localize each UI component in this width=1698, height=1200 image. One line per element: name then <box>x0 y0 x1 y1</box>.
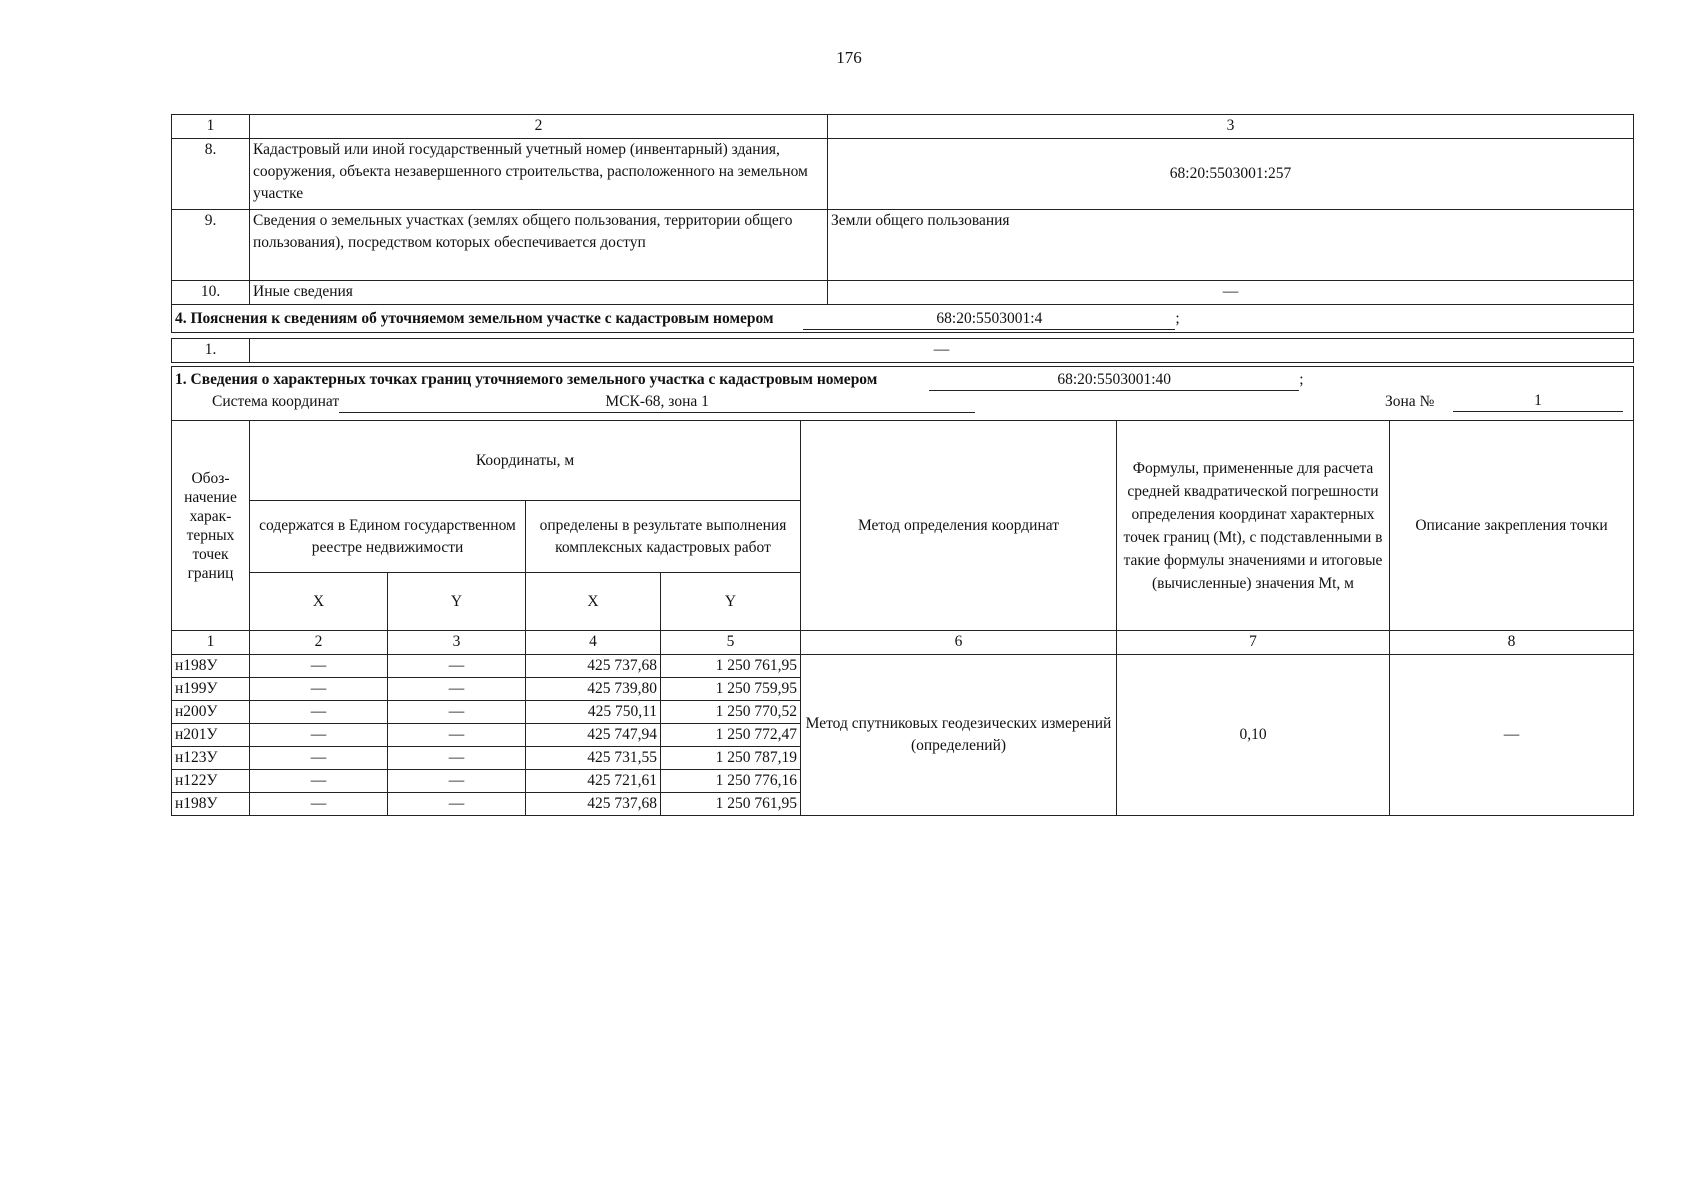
section4-title: 4. Пояснения к сведениям об уточняемом земельном участке с кадастровым номером <box>175 309 774 327</box>
point-name: н201У <box>172 724 250 747</box>
point-name: н198У <box>172 793 250 816</box>
point-name: н199У <box>172 678 250 701</box>
table-row <box>172 339 1634 363</box>
row-label: Сведения о земельных участках (землях общего пользования, территории общего пользования), посредством которых обеспечивается доступ <box>250 210 828 281</box>
x-header: X <box>526 573 661 631</box>
column-number: 1 <box>172 631 250 655</box>
y-header: Y <box>661 573 801 631</box>
complex-x: 425 750,11 <box>526 701 661 724</box>
section1-title: 1. Сведения о характерных точках границ уточняемого земельного участка с кадастровым номером <box>175 371 878 388</box>
method-value: Метод спутниковых геодезических измерений (определений) <box>801 655 1117 816</box>
table-row <box>172 139 1634 210</box>
complex-x: 425 721,61 <box>526 770 661 793</box>
section4-title-row <box>172 305 1634 333</box>
header-cell: 3 <box>828 115 1634 139</box>
egrn-x: — <box>250 793 388 816</box>
point-name: н200У <box>172 701 250 724</box>
complex-y: 1 250 759,95 <box>661 678 801 701</box>
egrn-y: — <box>388 770 526 793</box>
point-name: н198У <box>172 655 250 678</box>
row-value: 68:20:5503001:257 <box>828 139 1634 210</box>
section4-suffix: ; <box>1175 309 1180 327</box>
y-header: Y <box>388 573 526 631</box>
column-number: 3 <box>388 631 526 655</box>
row-value: — <box>250 339 1634 363</box>
egrn-x: — <box>250 678 388 701</box>
column-number: 2 <box>250 631 388 655</box>
coord-system-value: МСК-68, зона 1 <box>339 392 975 413</box>
complex-y: 1 250 776,16 <box>661 770 801 793</box>
row-number: 9. <box>172 210 250 281</box>
row-number: 1. <box>172 339 250 363</box>
column-number: 6 <box>801 631 1117 655</box>
row-label: Иные сведения <box>250 281 828 305</box>
header-cell: 1 <box>172 115 250 139</box>
column-numbers-row <box>172 631 1634 655</box>
section4-title-cell <box>172 305 1634 333</box>
egrn-y: — <box>388 793 526 816</box>
formulas-header: Формулы, примененные для расчета средней квадратической погрешности определения координат характерных точек границ (Mt), с подставленными в такие формулы значениями и итоговые (вычисленные) значения Mt, м <box>1117 421 1390 631</box>
point-name: н123У <box>172 747 250 770</box>
mt-value: 0,10 <box>1117 655 1390 816</box>
egrn-header: содержатся в Едином государственном реестре недвижимости <box>250 501 526 573</box>
coords-header: Координаты, м <box>250 421 801 501</box>
method-header: Метод определения координат <box>801 421 1117 631</box>
egrn-y: — <box>388 655 526 678</box>
egrn-x: — <box>250 655 388 678</box>
row-value: Земли общего пользования <box>828 210 1634 281</box>
complex-x: 425 737,68 <box>526 655 661 678</box>
complex-header: определены в результате выполнения комплексных кадастровых работ <box>526 501 801 573</box>
zone-value: 1 <box>1453 391 1623 412</box>
column-number: 5 <box>661 631 801 655</box>
header-cell: 2 <box>250 115 828 139</box>
egrn-y: — <box>388 678 526 701</box>
description-header: Описание закрепления точки <box>1390 421 1634 631</box>
complex-x: 425 739,80 <box>526 678 661 701</box>
complex-x: 425 747,94 <box>526 724 661 747</box>
description-value: — <box>1390 655 1634 816</box>
section1-suffix: ; <box>1299 371 1304 388</box>
table-row <box>172 210 1634 281</box>
table-row <box>172 655 1634 678</box>
coord-system-label: Система координат <box>212 393 340 410</box>
row-number: 8. <box>172 139 250 210</box>
column-number: 4 <box>526 631 661 655</box>
complex-y: 1 250 770,52 <box>661 701 801 724</box>
egrn-y: — <box>388 747 526 770</box>
table-row <box>172 281 1634 305</box>
complex-y: 1 250 761,95 <box>661 655 801 678</box>
section4-cadastral-number: 68:20:5503001:4 <box>803 309 1175 330</box>
attributes-table <box>171 114 1634 333</box>
egrn-y: — <box>388 724 526 747</box>
header-row <box>172 421 1634 501</box>
egrn-x: — <box>250 724 388 747</box>
complex-y: 1 250 787,19 <box>661 747 801 770</box>
section1-cadastral-number: 68:20:5503001:40 <box>929 370 1299 391</box>
egrn-y: — <box>388 701 526 724</box>
complex-y: 1 250 772,47 <box>661 724 801 747</box>
row-value: — <box>828 281 1634 305</box>
complex-x: 425 737,68 <box>526 793 661 816</box>
section1-title-cell <box>172 367 1634 421</box>
complex-x: 425 731,55 <box>526 747 661 770</box>
header-row <box>172 115 1634 139</box>
egrn-x: — <box>250 747 388 770</box>
zone-label: Зона № <box>1385 393 1435 410</box>
section4-table <box>171 338 1634 363</box>
column-number: 8 <box>1390 631 1634 655</box>
x-header: X <box>250 573 388 631</box>
page-number: 176 <box>836 48 862 67</box>
point-header: Обоз-начение харак-терных точек границ <box>172 421 250 631</box>
row-number: 10. <box>172 281 250 305</box>
points-table <box>171 366 1634 816</box>
point-name: н122У <box>172 770 250 793</box>
complex-y: 1 250 761,95 <box>661 793 801 816</box>
section1-title-row <box>172 367 1634 421</box>
column-number: 7 <box>1117 631 1390 655</box>
row-label: Кадастровый или иной государственный учетный номер (инвентарный) здания, сооружения, объекта незавершенного строительства, расположенного на земельном участке <box>250 139 828 210</box>
egrn-x: — <box>250 770 388 793</box>
egrn-x: — <box>250 701 388 724</box>
